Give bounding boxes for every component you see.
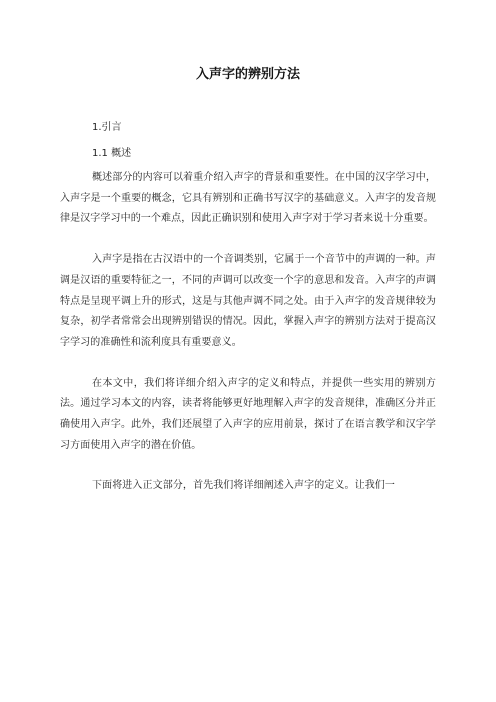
paragraph-definition: 入声字是指在古汉语中的一个音调类别，它属于一个音节中的声调的一种。声调是汉语的重要特征之一，不同的声调可以改变一个字的意思和发音。入声字的声调特点是呈现平调上升的形式，这是与其他声调不同之处。由于入声字的发音规律较为复杂，初学者常常会出现辨别错误的情况。因此，掌握入声字的辨别方法对于提高汉字学习的准确性和流利度具有重要意义。 [60,254,436,348]
document-title: 入声字的辨别方法 [195,67,300,82]
subsection-heading: 1.1 概述 [92,148,132,159]
paragraph-overview: 概述部分的内容可以着重介绍入声字的背景和重要性。在中国的汉字学习中，入声字是一个重要的概念，它具有辨别和正确书写汉字的基础意义。入声字的发音规律是汉字学习中的一个难点，因此正确识别和使用入声字对于学习者来说十分重要。 [60,172,436,225]
paragraph-article-scope: 在本文中，我们将详细介绍入声字的定义和特点，并提供一些实用的辨别方法。通过学习本文的内容，读者将能够更好地理解入声字的发音规律，准确区分并正确使用入声字。此外，我们还展望了入声字的应用前景，探讨了在语言教学和汉字学习方面使用入声字的潜在价值。 [60,377,436,451]
section-heading: 1.引言 [92,122,122,133]
paragraph-transition: 下面将进入正文部分，首先我们将详细阐述入声字的定义。让我们一 [92,480,395,492]
